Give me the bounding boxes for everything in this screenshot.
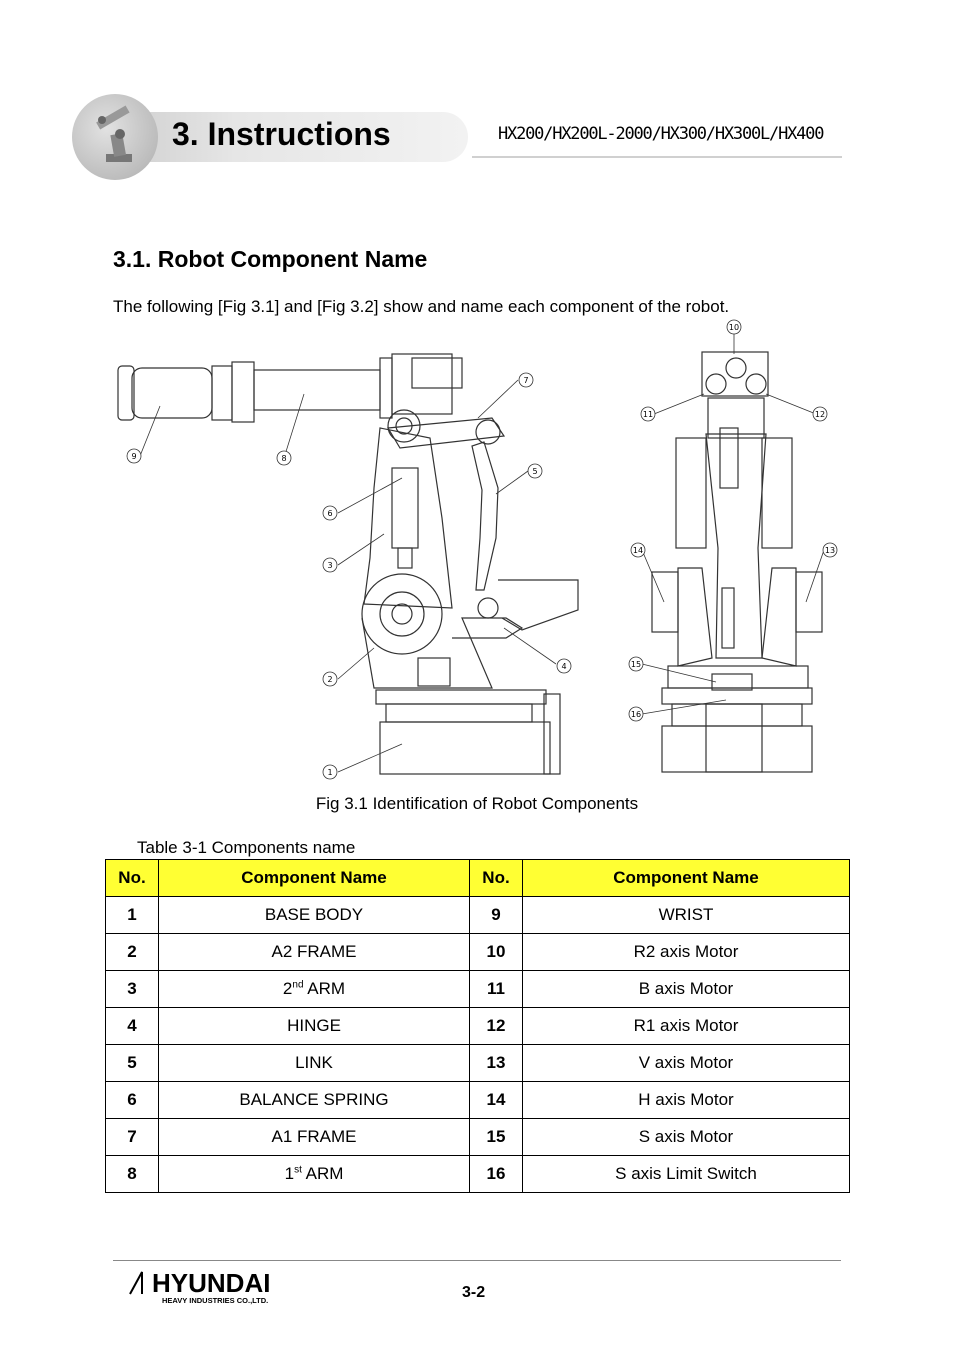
callout-label: 11 — [642, 410, 654, 419]
table-header-row — [106, 860, 850, 897]
callout-label: 6 — [327, 509, 333, 518]
table-row — [106, 1156, 850, 1193]
header-no-2: No. — [470, 860, 523, 897]
intro-text: The following [Fig 3.1] and [Fig 3.2] show and name each component of the robot. — [113, 297, 730, 316]
table-row — [106, 1119, 850, 1156]
section-title: 3.1. Robot Component Name — [113, 246, 428, 272]
table-row — [106, 1082, 850, 1119]
cell-no: 11 — [470, 971, 523, 1008]
cell-no: 2 — [106, 934, 159, 971]
cell-name: B axis Motor — [523, 971, 850, 1008]
ordinal-suffix: st — [294, 1164, 302, 1176]
callout-label: 14 — [632, 546, 644, 555]
cell-no: 1 — [106, 897, 159, 934]
callout-label: 15 — [630, 660, 642, 669]
header-name-2: Component Name — [523, 860, 850, 897]
ordinal-number: 1 — [284, 1164, 295, 1183]
cell-name: BASE BODY — [159, 897, 470, 934]
cell-no: 3 — [106, 971, 159, 1008]
page-title: 3. Instructions — [172, 116, 391, 152]
control-panel-shape — [706, 704, 762, 772]
cell-name: S axis Limit Switch — [523, 1156, 850, 1193]
callout-label: 12 — [814, 410, 826, 419]
ordinal-number: 2 — [282, 979, 293, 998]
cell-name: R1 axis Motor — [523, 1008, 850, 1045]
wrist-shape — [132, 368, 212, 418]
header-rule — [472, 156, 842, 158]
first-arm-shape — [254, 370, 380, 410]
table-row — [106, 934, 850, 971]
page-number: 3-2 — [462, 1284, 486, 1301]
cell-no: 4 — [106, 1008, 159, 1045]
hyundai-logo — [128, 1268, 298, 1308]
callout-label: 7 — [523, 376, 529, 385]
callout-label: 8 — [281, 454, 287, 463]
cell-name — [159, 1156, 470, 1193]
table-caption: Table 3-1 Components name — [137, 838, 356, 857]
robot-arm-icon — [72, 94, 158, 180]
components-table — [105, 859, 850, 1193]
cell-no: 7 — [106, 1119, 159, 1156]
callout-label: 10 — [728, 323, 740, 332]
robot-drawing — [112, 318, 852, 782]
cell-name: A2 FRAME — [159, 934, 470, 971]
cell-no: 6 — [106, 1082, 159, 1119]
cell-no: 13 — [470, 1045, 523, 1082]
logo-subtitle: HEAVY INDUSTRIES CO.,LTD. — [162, 1296, 269, 1305]
callout-label: 3 — [327, 561, 333, 570]
cell-name: H axis Motor — [523, 1082, 850, 1119]
header-no-1: No. — [106, 860, 159, 897]
header-robot-emblem — [72, 94, 158, 180]
cell-name: A1 FRAME — [159, 1119, 470, 1156]
name-text: ARM — [303, 979, 346, 998]
robot-figure — [112, 318, 852, 782]
callout-labels — [127, 320, 837, 779]
base-body-shape — [380, 722, 550, 774]
cell-no: 15 — [470, 1119, 523, 1156]
cell-name — [159, 971, 470, 1008]
cell-name: R2 axis Motor — [523, 934, 850, 971]
cell-no: 8 — [106, 1156, 159, 1193]
table-row — [106, 1045, 850, 1082]
cell-no: 16 — [470, 1156, 523, 1193]
callout-label: 16 — [630, 710, 642, 719]
v-axis-motor-shape — [796, 572, 822, 632]
cell-no: 12 — [470, 1008, 523, 1045]
callout-label: 5 — [532, 467, 538, 476]
cell-name: V axis Motor — [523, 1045, 850, 1082]
table-row — [106, 971, 850, 1008]
cell-no: 10 — [470, 934, 523, 971]
callout-label: 1 — [327, 768, 333, 777]
cell-no: 5 — [106, 1045, 159, 1082]
cell-name: BALANCE SPRING — [159, 1082, 470, 1119]
footer-rule — [113, 1260, 841, 1261]
cell-no: 14 — [470, 1082, 523, 1119]
cell-no: 9 — [470, 897, 523, 934]
table-row — [106, 897, 850, 934]
callout-label: 4 — [561, 662, 567, 671]
callout-label: 13 — [824, 546, 836, 555]
cell-name: HINGE — [159, 1008, 470, 1045]
cell-name: S axis Motor — [523, 1119, 850, 1156]
header-name-1: Component Name — [159, 860, 470, 897]
logo-triangle-icon — [128, 1270, 152, 1296]
name-text: ARM — [301, 1164, 344, 1183]
callout-label: 2 — [327, 675, 333, 684]
model-list: HX200/HX200L-2000/HX300/HX300L/HX400 — [498, 124, 824, 144]
ordinal-suffix: nd — [292, 979, 304, 991]
h-axis-motor-shape — [652, 572, 678, 632]
logo-word: HYUNDAI — [152, 1268, 271, 1298]
cell-name: LINK — [159, 1045, 470, 1082]
cell-name: WRIST — [523, 897, 850, 934]
table-row — [106, 1008, 850, 1045]
callout-label: 9 — [131, 452, 137, 461]
figure-caption: Fig 3.1 Identification of Robot Components — [315, 794, 639, 813]
